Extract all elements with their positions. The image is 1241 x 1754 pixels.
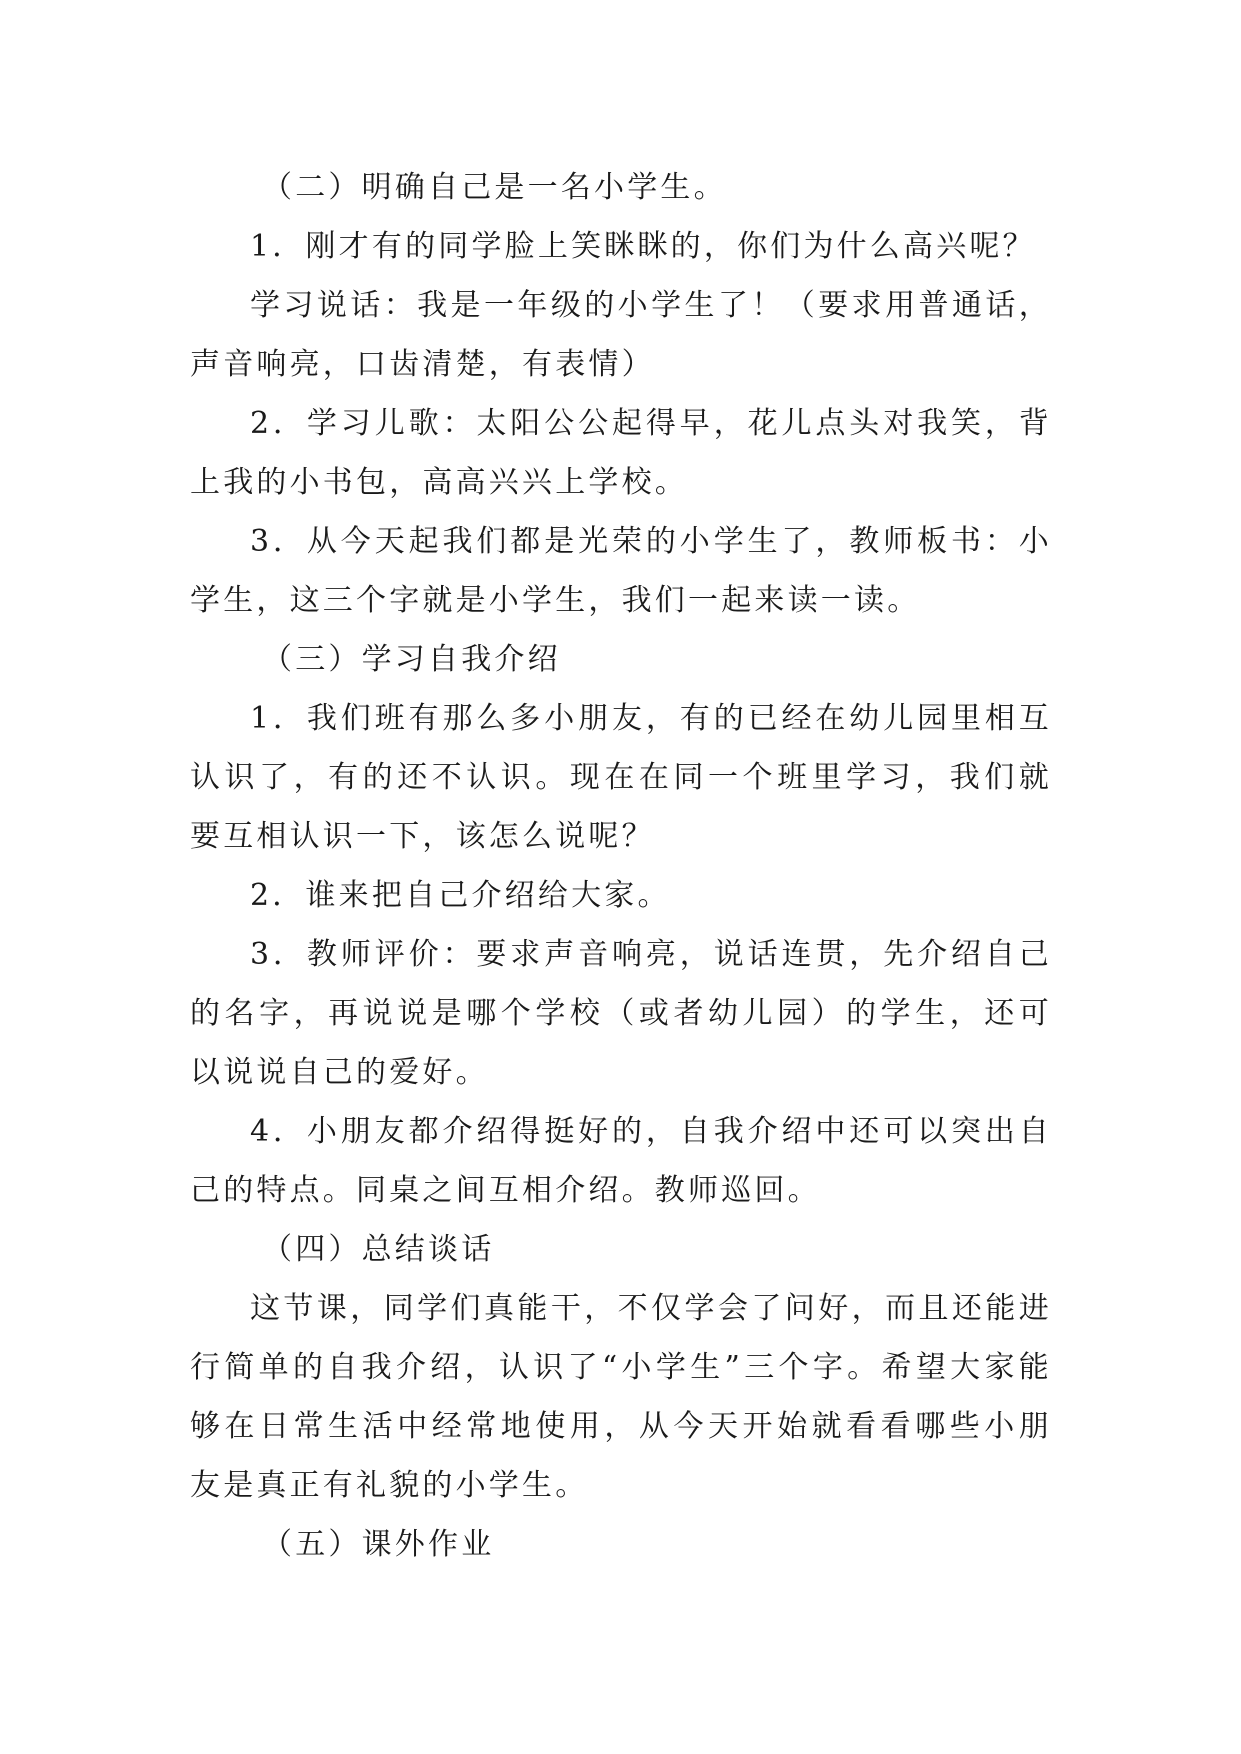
section-heading-2: （二）明确自己是一名小学生。: [262, 170, 727, 205]
section-heading-3: （三）学习自我介绍: [262, 642, 561, 677]
paragraph-intro-item-4: 4．小朋友都介绍得挺好的，自我介绍中还可以突出自己的特点。同桌之间互相介绍。教师巡回。: [190, 1114, 1052, 1208]
paragraph-summary: 这节课，同学们真能干，不仅学会了问好，而且还能进行简单的自我介绍，认识了“小学生”三个字。希望大家能够在日常生活中经常地使用，从今天开始就看看哪些小朋友是真正有礼貌的小学生。: [190, 1291, 1052, 1503]
paragraph-intro-item-2: 2．谁来把自己介绍给大家。: [250, 878, 671, 913]
section-heading-5: （五）课外作业: [262, 1527, 495, 1562]
paragraph-item-3: 3．从今天起我们都是光荣的小学生了，教师板书：小学生，这三个字就是小学生，我们一起来读一读。: [190, 524, 1052, 618]
paragraph-intro-item-1: 1．我们班有那么多小朋友，有的已经在幼儿园里相互认识了，有的还不认识。现在在同一个班里学习，我们就要互相认识一下，该怎么说呢？: [190, 701, 1052, 854]
paragraph-item-1: 1．刚才有的同学脸上笑眯眯的，你们为什么高兴呢？: [250, 229, 1036, 264]
paragraph-intro-item-3: 3．教师评价：要求声音响亮，说话连贯，先介绍自己的名字，再说说是哪个学校（或者幼儿园）的学生，还可以说说自己的爱好。: [190, 937, 1052, 1090]
section-heading-4: （四）总结谈话: [262, 1232, 495, 1267]
paragraph-speaking-practice: 学习说话：我是一年级的小学生了！（要求用普通话，声音响亮，口齿清楚，有表情）: [190, 288, 1052, 382]
document-page: [190, 158, 1052, 1574]
paragraph-item-2: 2．学习儿歌：太阳公公起得早，花儿点头对我笑，背上我的小书包，高高兴兴上学校。: [190, 406, 1052, 500]
